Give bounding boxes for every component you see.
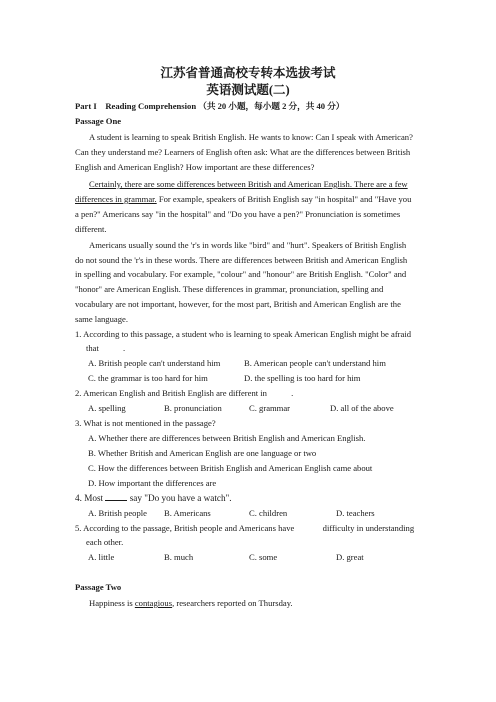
p2-underlined-phrase: differences in grammar. xyxy=(75,194,157,204)
q4-option-c: C. children xyxy=(249,508,288,518)
p2-underlined-line: Certainly, there are some differences between British and American English. There are a few xyxy=(89,179,408,189)
q1-stem: 1. According to this passage, a student who is learning to speak American English might be afraid xyxy=(75,329,412,339)
q2-option-d: D. all of the above xyxy=(330,403,394,413)
p3-line-4: "honor" are American English. These differences in grammar, pronunciation, spelling and xyxy=(75,284,384,294)
q5-option-c: C. some xyxy=(249,552,278,562)
q1-option-c: C. the grammar is too hard for him xyxy=(88,373,208,383)
p3-line-2: do not sound the 'r's in these words. There are differences between British and American English xyxy=(75,255,408,265)
q1-stem-2: that . xyxy=(86,343,126,353)
q3-option-d: D. How important the differences are xyxy=(88,478,217,488)
q4-stem-b: say "Do you have a watch". xyxy=(129,493,232,503)
q2-stem-text: 2. American English and British English are different in xyxy=(75,388,267,398)
p2-line-2-rest: For example, speakers of British English say "in hospital" and "Have you xyxy=(156,194,412,204)
q4-blank xyxy=(105,493,127,501)
passage-two-underlined: contagious xyxy=(134,598,173,608)
p3-line-1: Americans usually sound the 'r's in words like "bird" and "hurt". Speakers of British English xyxy=(89,240,407,250)
q5-stem-2: each other. xyxy=(86,537,124,547)
part-note: （共 20 小题，每小题 2 分，共 40 分） xyxy=(198,101,345,111)
q3-option-a: A. Whether there are differences between British English and American English. xyxy=(88,433,366,443)
q1-stem-2-text: that xyxy=(86,343,99,353)
p2-line-3: a pen?" Americans say "in the hospital" and "Do you have a pen?" Pronunciation is sometimes xyxy=(75,209,401,219)
p3-line-5: vocabulary are not important, however, for the most part, British and American English are the xyxy=(75,299,401,309)
q3-stem: 3. What is not mentioned in the passage? xyxy=(75,418,216,428)
q2-option-c: C. grammar xyxy=(249,403,291,413)
q4-option-a: A. British people xyxy=(88,508,147,518)
part-heading xyxy=(75,101,344,111)
exam-subtitle: 英语测试题(二) xyxy=(206,83,290,97)
passage-two-line-a: Happiness is xyxy=(89,598,135,608)
q5-option-d: D. great xyxy=(336,552,364,562)
q4-stem xyxy=(75,493,232,503)
q2-option-b: B. pronunciation xyxy=(164,403,222,413)
q5-option-b: B. much xyxy=(164,552,194,562)
part-name: Reading Comprehension xyxy=(105,101,197,111)
q5-stem-a: 5. According to the passage, British people and Americans have xyxy=(75,523,295,533)
q3-option-c: C. How the differences between British English and American English came about xyxy=(88,463,373,473)
q1-option-d: D. the spelling is too hard for him xyxy=(244,373,361,383)
p2-line-4: different. xyxy=(75,224,107,234)
q4-option-b: B. Americans xyxy=(164,508,211,518)
p1-line-2: Can they understand me? Learners of English often ask: What are the differences between British xyxy=(75,147,411,157)
q1-option-a: A. British people can't understand him xyxy=(88,358,221,368)
q5-option-a: A. little xyxy=(88,552,115,562)
q5-stem xyxy=(75,523,414,533)
p1-line-1: A student is learning to speak British English. He wants to know: Can I speak with American? xyxy=(89,132,413,142)
q2-option-a: A. spelling xyxy=(88,403,126,413)
q1-blank xyxy=(101,344,123,351)
q5-stem-b: difficulty in understanding xyxy=(322,523,415,533)
p2-line-2 xyxy=(75,194,411,204)
q2-stem: 2. American English and British English are different in . xyxy=(75,388,294,398)
passage-two-line-b: , researchers reported on Thursday. xyxy=(172,598,293,608)
passage-two-line-1 xyxy=(89,598,293,608)
exam-title: 江苏省普通高校专转本选拔考试 xyxy=(160,66,336,80)
p3-line-6: same language. xyxy=(75,314,128,324)
passage-two-heading: Passage Two xyxy=(75,582,122,592)
q4-stem-a: 4. Most xyxy=(75,493,104,503)
p1-line-3: English and American English? How important are these differences? xyxy=(75,162,315,172)
q1-option-b: B. American people can't understand him xyxy=(244,358,386,368)
q2-blank xyxy=(269,389,291,396)
q5-blank xyxy=(296,524,320,531)
q3-option-b: B. Whether British and American English are one language or two xyxy=(88,448,317,458)
p3-line-3: in spelling and vocabulary. For example, "colour" and "honour" are British English. "Color" and xyxy=(75,269,407,279)
q4-option-d: D. teachers xyxy=(336,508,375,518)
part-label: Part I xyxy=(75,101,97,111)
passage-one-heading: Passage One xyxy=(75,116,122,126)
